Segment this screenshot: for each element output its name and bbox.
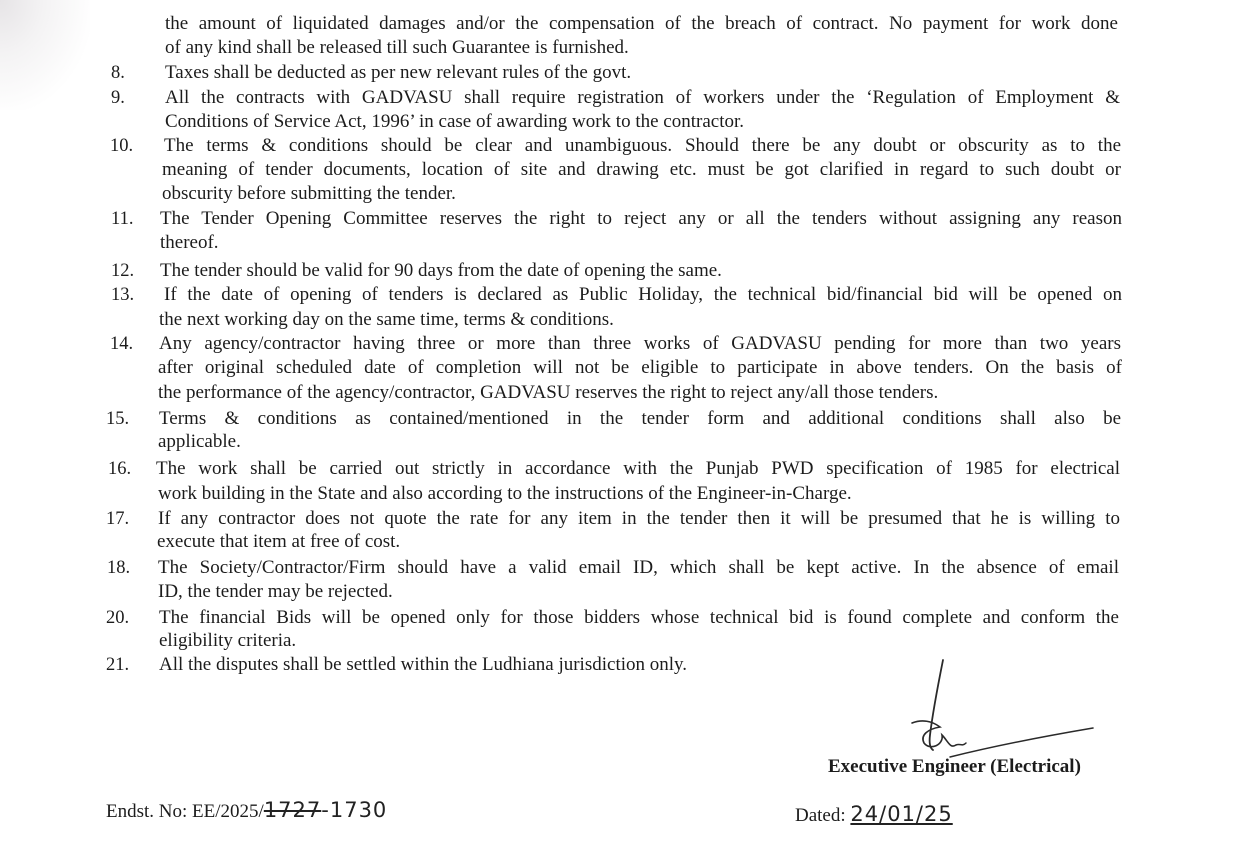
text-line: Any agency/contractor having three or more than three works of GADVASU pending for more than two years — [159, 333, 1121, 354]
clause-number: 12. — [111, 261, 135, 281]
endorsement-label: Endst. No: EE/2025/ — [106, 801, 264, 822]
dated-label: Dated: — [795, 805, 846, 826]
text-line: The terms & conditions should be clear and unambiguous. Should there be any doubt or obscurity as to the — [164, 135, 1121, 156]
text-line: The Society/Contractor/Firm should have a valid email ID, which shall be kept active. In the absence of email — [158, 557, 1119, 578]
clause-number: 20. — [106, 608, 130, 628]
clause-number: 18. — [107, 558, 131, 578]
text-line: obscurity before submitting the tender. — [162, 183, 456, 204]
text-line: All the contracts with GADVASU shall require registration of workers under the ‘Regulation of Employment & — [165, 87, 1120, 108]
text-line: Conditions of Service Act, 1996’ in case of awarding work to the contractor. — [165, 111, 744, 132]
text-line: The financial Bids will be opened only for those bidders whose technical bid is found complete and conform the — [159, 607, 1119, 628]
text-line: Taxes shall be deducted as per new relevant rules of the govt. — [165, 62, 632, 83]
text-line: execute that item at free of cost. — [157, 531, 401, 552]
clause-number: 14. — [110, 334, 134, 354]
text-line: after original scheduled date of completion will not be eligible to participate in above tenders. On the basis of — [158, 357, 1122, 378]
clause-number: 9. — [111, 88, 125, 108]
text-line: the performance of the agency/contractor, GADVASU reserves the right to reject any/all those tenders. — [158, 382, 939, 403]
text-line: thereof. — [160, 232, 219, 253]
endorsement-handwritten-number: -1730 — [321, 798, 388, 822]
endorsement-struck-number: 1727 — [263, 798, 322, 822]
signatory-designation: Executive Engineer (Electrical) — [828, 756, 1081, 777]
clause-number: 11. — [111, 209, 134, 229]
text-line: If any contractor does not quote the rate for any item in the tender then it will be presumed that he is willing to — [158, 508, 1120, 529]
text-line: The tender should be valid for 90 days from the date of opening the same. — [160, 260, 722, 281]
text-line: If the date of opening of tenders is declared as Public Holiday, the technical bid/financial bid will be opened on — [164, 284, 1122, 305]
dated-handwritten-value: 24/01/25 — [850, 802, 953, 826]
dated-field — [795, 802, 953, 827]
text-line: ID, the tender may be rejected. — [158, 581, 393, 602]
text-line: the amount of liquidated damages and/or the compensation of the breach of contract. No payment for work done — [165, 13, 1118, 34]
text-line: the next working day on the same time, terms & conditions. — [159, 309, 614, 330]
text-line: The Tender Opening Committee reserves the right to reject any or all the tenders without assigning any reason — [160, 208, 1122, 229]
text-line: of any kind shall be released till such Guarantee is furnished. — [165, 37, 629, 58]
text-line: work building in the State and also according to the instructions of the Engineer-in-Charge. — [158, 483, 852, 504]
clause-number: 16. — [108, 459, 132, 479]
text-line: Terms & conditions as contained/mentioned in the tender form and additional conditions shall also be — [159, 408, 1121, 429]
clause-number: 8. — [111, 63, 125, 83]
clause-number: 15. — [106, 409, 130, 429]
clause-number: 10. — [110, 136, 134, 156]
handwritten-signature — [900, 655, 1100, 765]
clause-number: 13. — [111, 285, 135, 305]
endorsement-number — [106, 797, 387, 825]
clause-number: 21. — [106, 655, 130, 675]
text-line: meaning of tender documents, location of site and drawing etc. must be got clarified in regard to such doubt or — [162, 159, 1121, 180]
clause-number: 17. — [106, 509, 130, 529]
text-line: eligibility criteria. — [159, 630, 297, 651]
text-line: All the disputes shall be settled within the Ludhiana jurisdiction only. — [159, 654, 688, 675]
text-line: The work shall be carried out strictly in accordance with the Punjab PWD specification of 1985 for electrical — [156, 458, 1120, 479]
text-line: applicable. — [158, 431, 241, 452]
